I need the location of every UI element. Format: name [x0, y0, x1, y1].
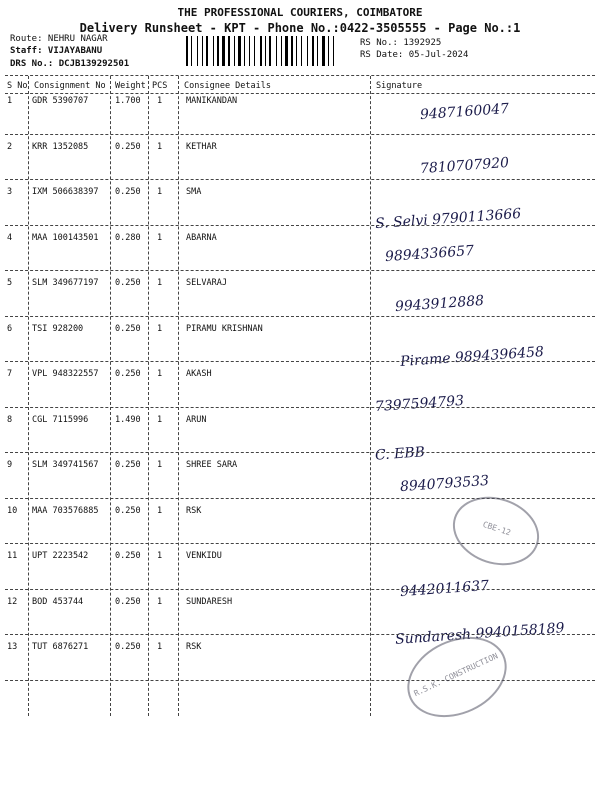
row-pcs: 1: [157, 278, 163, 288]
row-consignee: PIRAMU KRISHNAN: [186, 323, 263, 334]
row-consignee: RSK: [186, 642, 202, 652]
row-consignee: ABARNA: [186, 232, 217, 243]
col-consignee: Consignee Details: [184, 81, 271, 91]
row-weight: 0.250: [115, 551, 141, 561]
row-divider: [5, 270, 595, 271]
row-pcs: 1: [157, 642, 163, 652]
row-consignment: CGL 7115996: [32, 414, 89, 425]
row-consignment: TUT 6876271: [32, 642, 89, 652]
row-consignee: SHREE SARA: [186, 460, 238, 470]
row-consignment: MAA 100143501: [32, 232, 99, 243]
row-divider: [5, 134, 595, 135]
header-top-rule: [5, 75, 595, 76]
row-weight: 0.250: [115, 642, 141, 652]
row-weight: 0.250: [115, 369, 141, 379]
row-sno: 6: [7, 323, 13, 334]
row-pcs: 1: [157, 232, 163, 243]
col-sep: [178, 76, 179, 716]
row-divider: [5, 452, 595, 453]
col-signature: Signature: [376, 81, 423, 91]
row-consignee: AKASH: [186, 369, 212, 379]
row-pcs: 1: [157, 141, 163, 152]
col-sep: [110, 76, 111, 716]
row-consignment: SLM 349741567: [32, 460, 99, 470]
row-signature: 7397594793: [374, 392, 465, 416]
row-pcs: 1: [157, 551, 163, 561]
row-pcs: 1: [157, 596, 163, 607]
row-consignment: VPL 948322557: [32, 369, 99, 379]
row-signature: 9442011637: [399, 577, 490, 601]
row-divider: [5, 680, 595, 681]
row-weight: 0.250: [115, 187, 141, 197]
stamp-text: CBE-12: [481, 519, 512, 538]
row-signature: 9894336657: [384, 242, 475, 266]
row-sno: 8: [7, 414, 13, 425]
col-consignment: Consignment No: [34, 81, 106, 91]
row-consignment: IXM 506638397: [32, 187, 99, 197]
row-sno: 7: [7, 369, 13, 379]
row-consignee: SELVARAJ: [186, 278, 227, 288]
row-consignee: RSK: [186, 505, 202, 516]
row-signature: Pirame 9894396458: [399, 343, 545, 371]
row-pcs: 1: [157, 414, 163, 425]
row-pcs: 1: [157, 369, 163, 379]
col-sep: [370, 76, 371, 716]
row-weight: 0.250: [115, 460, 141, 470]
row-divider: [5, 498, 595, 499]
row-signature: 9487160047: [419, 100, 510, 124]
row-divider: [5, 361, 595, 362]
courier-stamp: [444, 486, 548, 576]
row-signature: 8940793533: [399, 472, 490, 496]
row-divider: [5, 407, 595, 408]
row-pcs: 1: [157, 187, 163, 197]
drs-label: DRS No.: DCJB139292501: [10, 59, 130, 69]
rs-date-label: RS Date: 05-Jul-2024: [360, 50, 469, 60]
row-signature: 7810707920: [419, 154, 510, 178]
row-pcs: 1: [157, 96, 163, 106]
col-weight: Weight: [115, 81, 146, 91]
col-sno: S No: [7, 81, 28, 91]
row-weight: 0.250: [115, 596, 141, 607]
col-pcs: PCS: [152, 81, 168, 91]
stamp-text: R.S.K. CONSTRUCTION: [412, 651, 500, 699]
row-weight: 0.280: [115, 232, 141, 243]
row-pcs: 1: [157, 323, 163, 334]
row-consignment: MAA 703576885: [32, 505, 99, 516]
row-weight: 0.250: [115, 141, 141, 152]
row-sno: 13: [7, 642, 18, 652]
row-signature: S. Selvi 9790113666: [374, 205, 522, 233]
runsheet-subtitle: Delivery Runsheet - KPT - Phone No.:0422-3505555 - Page No.:1: [79, 21, 521, 35]
row-weight: 0.250: [115, 278, 141, 288]
row-signature: 9943912888: [394, 292, 485, 316]
row-divider: [5, 316, 595, 317]
col-sep: [148, 76, 149, 716]
row-divider: [5, 634, 595, 635]
row-sno: 12: [7, 596, 18, 607]
row-consignment: BOD 453744: [32, 596, 84, 607]
row-consignment: SLM 349677197: [32, 278, 99, 288]
row-consignee: MANIKANDAN: [186, 96, 238, 106]
row-consignment: TSI 928200: [32, 323, 84, 334]
row-weight: 0.250: [115, 323, 141, 334]
row-weight: 1.700: [115, 96, 141, 106]
row-divider: [5, 225, 595, 226]
row-sno: 1: [7, 96, 13, 106]
row-divider: [5, 589, 595, 590]
row-sno: 10: [7, 505, 18, 516]
row-consignee: SMA: [186, 187, 202, 197]
staff-label: Staff: VIJAYABANU: [10, 46, 103, 56]
row-pcs: 1: [157, 505, 163, 516]
barcode-image: [186, 36, 356, 68]
route-label: Route: NEHRU NAGAR: [10, 34, 108, 44]
row-divider: [5, 179, 595, 180]
row-sno: 11: [7, 551, 18, 561]
header-bottom-rule: [5, 93, 595, 94]
row-weight: 1.490: [115, 414, 141, 425]
rs-no-label: RS No.: 1392925: [360, 38, 442, 48]
company-title: THE PROFESSIONAL COURIERS, COIMBATORE: [177, 6, 423, 19]
row-consignee: ARUN: [186, 414, 207, 425]
row-sno: 3: [7, 187, 13, 197]
col-sep: [28, 76, 29, 716]
row-sno: 9: [7, 460, 13, 470]
row-signature: C. EBB: [374, 444, 426, 464]
row-weight: 0.250: [115, 505, 141, 516]
row-sno: 5: [7, 278, 13, 288]
row-sno: 2: [7, 141, 13, 152]
row-consignment: KRR 1352085: [32, 141, 89, 152]
row-signature: Sundaresh 9940158189: [394, 620, 565, 648]
row-consignment: UPT 2223542: [32, 551, 89, 561]
row-sno: 4: [7, 232, 13, 243]
row-pcs: 1: [157, 460, 163, 470]
row-consignee: VENKIDU: [186, 551, 222, 561]
row-consignment: GDR 5390707: [32, 96, 89, 106]
row-consignee: SUNDARESH: [186, 596, 233, 607]
row-consignee: KETHAR: [186, 141, 217, 152]
